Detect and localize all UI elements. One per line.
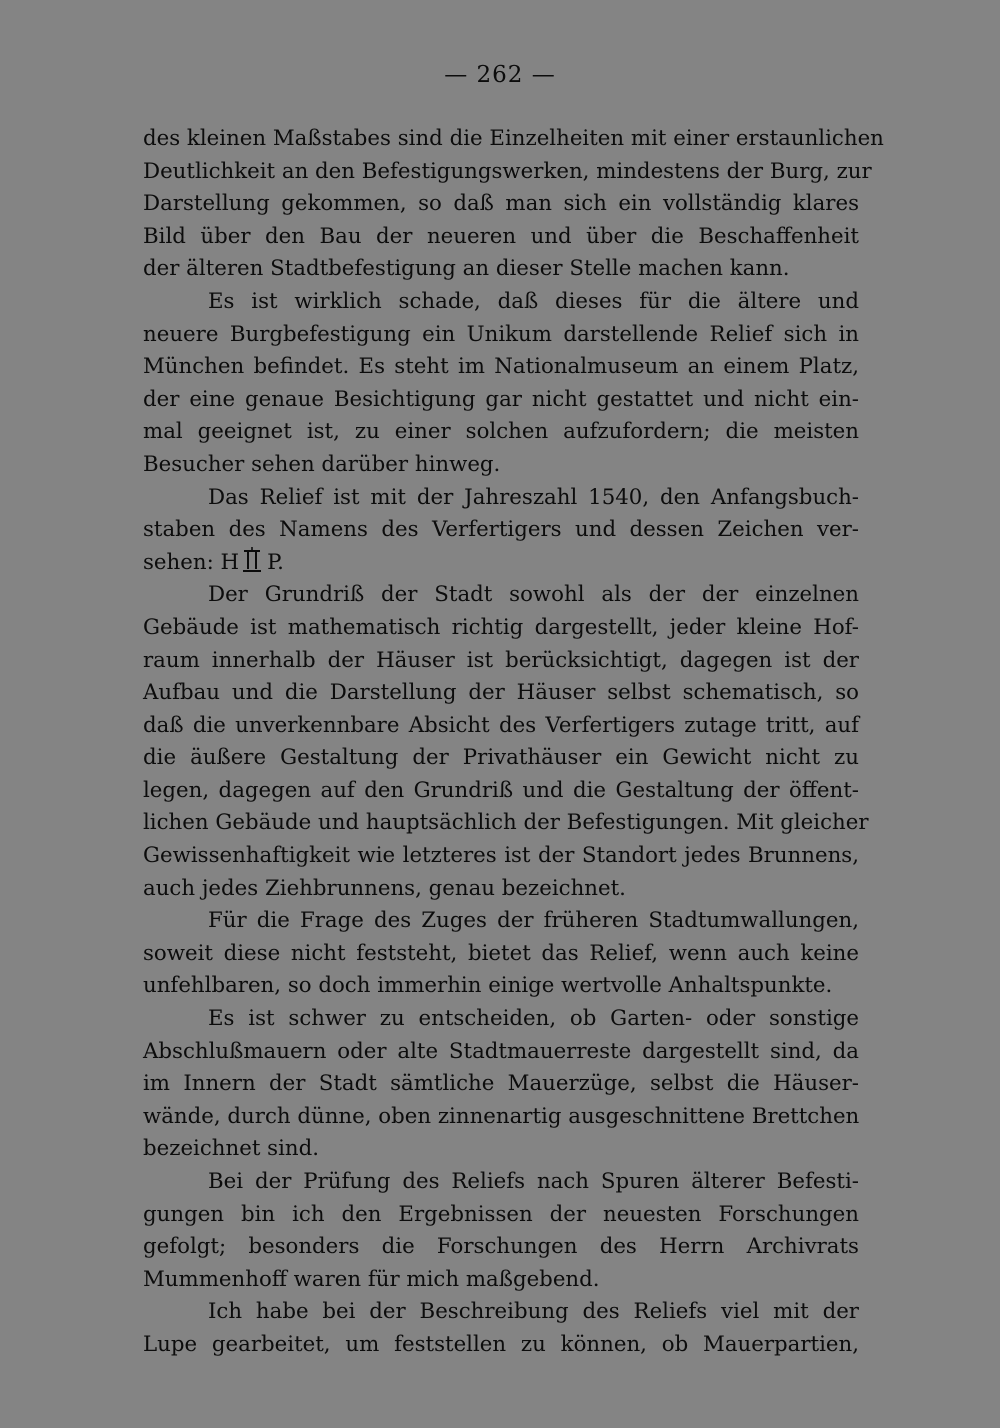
text-line: Gebäude ist mathematisch richtig dargestellt, jeder kleine Hof- xyxy=(143,614,859,640)
text-line: gefolgt; besonders die Forschungen des Herrn Archivrats xyxy=(143,1234,859,1260)
text-line: mal geeignet ist, zu einer solchen aufzufordern; die meisten xyxy=(143,419,859,445)
text-line: daß die unverkennbare Absicht des Verfertigers zutage tritt, auf xyxy=(143,712,859,738)
text-line: auch jedes Ziehbrunnens, genau bezeichnet. xyxy=(143,875,626,901)
text-line: gungen bin ich den Ergebnissen der neuesten Forschungen xyxy=(143,1201,859,1227)
text-line: im Innern der Stadt sämtliche Mauerzüge, selbst die Häuser- xyxy=(143,1071,859,1097)
text-line: München befindet. Es steht im Nationalmuseum an einem Platz, xyxy=(143,354,859,380)
signature-prefix: sehen: H xyxy=(143,549,240,575)
text-line: Besucher sehen darüber hinweg. xyxy=(143,451,501,477)
text-line: die äußere Gestaltung der Privathäuser ein Gewicht nicht zu xyxy=(143,745,859,771)
text-line: staben des Namens des Verfertigers und dessen Zeichen ver- xyxy=(143,517,859,543)
text-line: legen, dagegen auf den Grundriß und die Gestaltung der öffent- xyxy=(143,777,859,803)
text-line: Deutlichkeit an den Befestigungswerken, mindestens der Burg, zur xyxy=(143,158,872,184)
text-line: Aufbau und die Darstellung der Häuser selbst schematisch, so xyxy=(143,680,859,706)
text-line: Gewissenhaftigkeit wie letzteres ist der Standort jedes Brunnens, xyxy=(143,843,859,869)
text-line: Das Relief ist mit der Jahreszahl 1540, den Anfangsbuch- xyxy=(208,484,859,510)
text-line: neuere Burgbefestigung ein Unikum darstellende Relief sich in xyxy=(143,321,859,347)
text-line: Lupe gearbeitet, um feststellen zu können, ob Mauerpartien, xyxy=(143,1331,859,1357)
text-line: wände, durch dünne, oben zinnenartig ausgeschnittene Brettchen xyxy=(143,1103,860,1129)
text-line: Es ist schwer zu entscheiden, ob Garten- oder sonstige xyxy=(208,1006,859,1032)
text-line: bezeichnet sind. xyxy=(143,1136,320,1162)
text-line: Es ist wirklich schade, daß dieses für die ältere und xyxy=(208,288,859,314)
text-line: Der Grundriß der Stadt sowohl als der der einzelnen xyxy=(208,582,859,608)
page-number: — 262 — xyxy=(444,62,556,88)
text-line: lichen Gebäude und hauptsächlich der Befestigungen. Mit gleicher xyxy=(143,810,869,836)
text-line: des kleinen Maßstabes sind die Einzelheiten mit einer erstaunlichen xyxy=(143,126,884,151)
signature-line xyxy=(143,547,859,580)
text-line: raum innerhalb der Häuser ist berücksichtigt, dagegen ist der xyxy=(143,647,859,673)
text-line: Abschlußmauern oder alte Stadtmauerreste dargestellt sind, da xyxy=(143,1038,859,1064)
text-line: Mummenhoff waren für mich maßgebend. xyxy=(143,1266,600,1292)
text-line: der älteren Stadtbefestigung an dieser Stelle machen kann. xyxy=(143,256,790,282)
text-line: Für die Frage des Zuges der früheren Stadtumwallungen, xyxy=(208,908,859,934)
text-line: unfehlbaren, so doch immerhin einige wertvolle Anhaltspunkte. xyxy=(143,973,833,999)
text-line: Ich habe bei der Beschreibung des Reliefs viel mit der xyxy=(208,1299,859,1325)
signature-suffix: P. xyxy=(267,549,284,575)
text-line: Bild über den Bau der neueren und über die Beschaffenheit xyxy=(143,223,859,249)
text-line: soweit diese nicht feststeht, bietet das Relief, wenn auch keine xyxy=(143,940,859,966)
text-line: Darstellung gekommen, so daß man sich ein vollständig klares xyxy=(143,191,859,217)
text-line: der eine genaue Besichtigung gar nicht gestattet und nicht ein- xyxy=(143,386,859,412)
body-text xyxy=(143,123,884,1362)
text-line: Bei der Prüfung des Reliefs nach Spuren älterer Befesti- xyxy=(208,1169,859,1194)
maker-mark-icon xyxy=(241,547,263,573)
